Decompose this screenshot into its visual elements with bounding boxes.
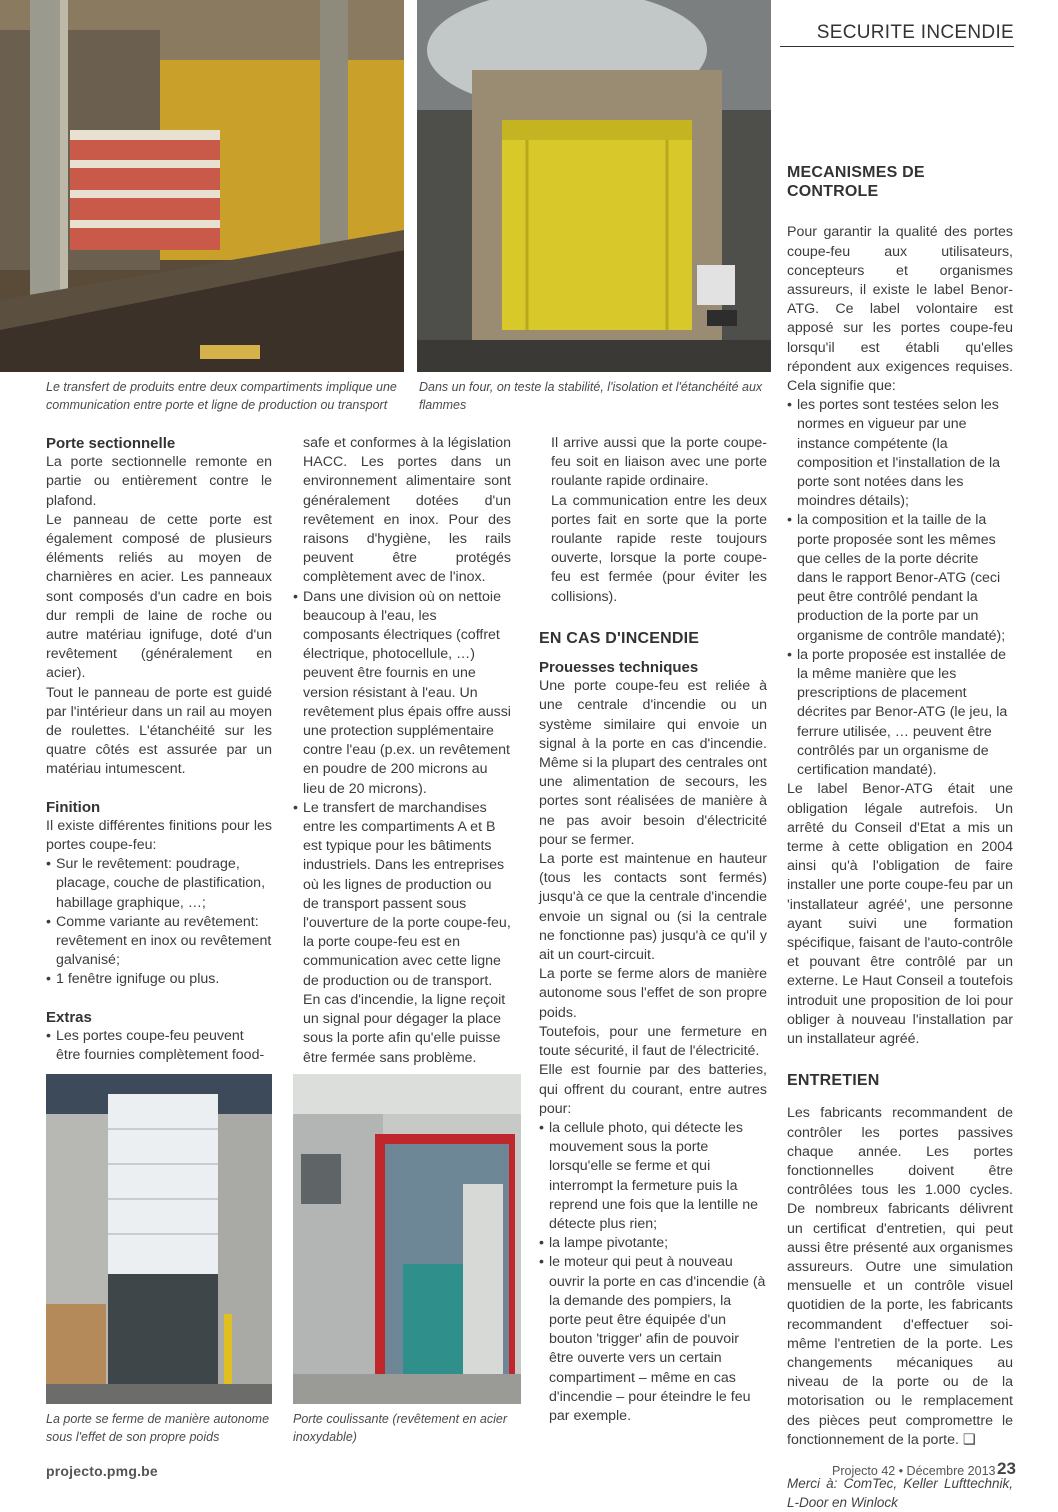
list-item: • la composition et la taille de la porte proposée sont les mêmes que celles de la porte décrite dans le rapport Benor-ATG (ceci peut être contrôlé pendant la production de la porte par un organisme de contrôle mandaté); <box>787 511 1013 645</box>
list-item: • Les portes coupe-feu peuvent être fournies complètement food- <box>46 1027 272 1065</box>
paragraph: La porte sectionnelle remonte en partie ou entièrement contre le plafond. <box>46 454 272 509</box>
list-item: • 1 fenêtre ignifuge ou plus. <box>46 970 272 989</box>
column-1 <box>46 434 272 1065</box>
paragraph: La communication entre les deux portes fait en sorte que la porte roulante rapide reste toujours ouverte, lorsque la porte coupe-feu est fermée (pour éviter les collisions). <box>551 492 767 605</box>
caption-sectional-door: La porte se ferme de manière autonome sous l'effet de son propre poids <box>46 1412 270 1444</box>
list-item: • la cellule photo, qui détecte les mouvement sous la porte lorsqu'elle se ferme et qui interrompt la fermeture puis la reprend une fois que la lentille ne détecte plus rien; <box>539 1119 767 1234</box>
subheading-extras: Extras <box>46 1008 92 1026</box>
paragraph: Une porte coupe-feu est reliée à une centrale d'incendie ou un système similaire qui envoie un signal à la porte en cas d'incendie. Même si la plupart des centrales ont une alimentation de secours, les portes sont réalisées de manière à ne pas avoir besoin d'électricité pour se fermer. <box>539 678 767 848</box>
paragraph: La porte est maintenue en hauteur (tous les contacts sont fermés) jusqu'à ce que la centrale d'incendie envoie un signal ou (si la centrale ne fonctionne pas) jusqu'à ce qu'il y ait un court-circuit. <box>539 851 767 964</box>
battery-list <box>539 1119 767 1426</box>
paragraph: La porte se ferme alors de manière autonome sous l'effet de son propre poids. <box>539 966 767 1021</box>
section-tag: SECURITE INCENDIE <box>780 22 1014 47</box>
caption-sliding-door: Porte coulissante (revêtement en acier inoxydable) <box>293 1412 507 1444</box>
paragraph: Il existe différentes finitions pour les portes coupe-feu: <box>46 817 272 854</box>
list-item: • Le transfert de marchandises entre les compartiments A et B est typique pour les bâtiments industriels. Dans les entreprises où les lignes de production ou de transport passent sous l'ouverture de la porte coupe-feu, la porte coupe-feu est en communication avec cette ligne de production ou de transport. En cas d'incendie, la ligne reçoit un signal pour dégager la place sous la porte afin qu'elle puisse être fermée sans problème. <box>293 799 511 1068</box>
paragraph: Les fabricants recommandent de contrôler les portes passives chaque année. Les portes fonctionnelles doivent être contrôlées tous les 1.000 cycles. De nombreux fabricants délivrent un certificat d'entretien, qui peut aussi être présenté aux organismes assureurs. Outre une simulation mensuelle et un contrôle visuel quotidien de la porte, les fabricants recommandent d'effectuer soi-même l'entretien de la porte. Les changements mécaniques au niveau de la porte ou de la motorisation ou le remplacement des pièces peut compromettre le fonctionnement de la porte. ❑ <box>787 1105 1013 1448</box>
list-item: • les portes sont testées selon les normes en vigueur par une instance compétente (la composition et l'installation de la porte sont notées dans les moindres détails); <box>787 396 1013 511</box>
subheading-porte-sectionnelle: Porte sectionnelle <box>46 435 176 452</box>
heading-mecanismes: MECANISMES DE CONTROLE <box>787 164 925 201</box>
list-item: • Sur le revêtement: poudrage, placage, couche de plastification, habillage graphique, …; <box>46 855 272 913</box>
column-3 <box>539 434 767 1426</box>
photo-conveyor <box>0 0 404 372</box>
list-item: • la lampe pivotante; <box>539 1234 767 1253</box>
paragraph: Le panneau de cette porte est également composé de plusieurs éléments reliés au moyen de charnières en acier. Les panneaux sont composés d'un cadre en bois dur rempli de laine de roche ou autre matériau ignifuge, doté d'un revêtement (généralement en acier). <box>46 511 272 682</box>
extras-list <box>46 1027 272 1065</box>
list-item: • Dans une division où on nettoie beaucoup à l'eau, les composants électriques (coffret électrique, photocellule, …) peuvent être fournis en une version résistant à l'eau. Un revêtement plus épais offre aussi une protection supplémentaire contre l'eau (p.ex. un revêtement en poudre de 200 microns au lieu de 20 microns). <box>293 588 511 799</box>
photo-sectional-door <box>46 1074 272 1404</box>
page-number: 23 <box>997 1459 1016 1478</box>
paragraph: Il arrive aussi que la porte coupe-feu soit en liaison avec une porte roulante rapide ordinaire. <box>551 435 767 490</box>
paragraph: Elle est fournie par des batteries, qui offrent du courant, entre autres pour: <box>539 1062 767 1117</box>
extras-list-continued <box>293 588 511 1068</box>
column-2 <box>293 434 511 1068</box>
paragraph: Pour garantir la qualité des portes coupe-feu aux utilisateurs, concepteurs et organismes assureurs, il existe le label Benor-ATG. Ce label volontaire est apposé sur les portes coupe-feu lorsqu'il est établi qu'elles répondent aux exigences requises. Cela signifie que: <box>787 224 1013 395</box>
heading-entretien: ENTRETIEN <box>787 1072 880 1090</box>
finition-list <box>46 855 272 989</box>
list-item: • Comme variante au revêtement: revêtement en inox ou revêtement galvanisé; <box>46 913 272 971</box>
heading-en-cas-d-incendie: EN CAS D'INCENDIE <box>539 629 700 647</box>
list-item: • le moteur qui peut à nouveau ouvrir la porte en cas d'incendie (à la demande des pompiers, la porte peut être équipée d'un bouton 'trigger' afin de pouvoir être ouverte vers un certain compartiment – même en cas d'incendie – pour éteindre le feu par exemple. <box>539 1253 767 1426</box>
paragraph: safe et conformes à la législation HACC. Les portes dans un environnement alimentaire sont généralement dotées d'un revêtement en inox. Pour des raisons d'hygiène, les rails peuvent être protégés complètement avec de l'inox. <box>303 435 511 586</box>
paragraph: Toutefois, pour une fermeture en toute sécurité, il faut de l'électricité. <box>539 1023 767 1060</box>
footer-website[interactable]: projecto.pmg.be <box>46 1463 158 1479</box>
benor-list <box>787 396 1013 780</box>
footer-issue: Projecto 42 • Décembre 2013 <box>832 1464 996 1478</box>
list-item: • la porte proposée est installée de la même manière que les prescriptions de placement décrites par Benor-ATG (le jeu, la ferrure utilisée, … peuvent être contrôlés par un organisme de certification mandaté). <box>787 646 1013 780</box>
subheading-finition: Finition <box>46 798 101 816</box>
acknowledgements: Merci à: ComTec, Keller Lufttechnik, L-Door en Winlock <box>787 1476 1013 1510</box>
paragraph: Tout le panneau de porte est guidé par l'intérieur dans un rail au moyen de roulettes. L'étanchéité sur les quatre côtés est assurée par un matériau intumescent. <box>46 684 272 778</box>
paragraph: Le label Benor-ATG était une obligation légale autrefois. Un arrêté du Conseil d'Etat a mis un terme à cette obligation en 2004 ainsi qu'à l'obligation de faire installer une porte coupe-feu par un 'installateur agréé', une personne ayant suivi une formation spécifique, faisant de l'auto-contrôle et pouvant être contrôlé par un externe. Le Haut Conseil a toutefois introduit une proposition de loi pour obliger à nouveau l'installation par un installateur agréé. <box>787 781 1013 1047</box>
subheading-prouesses: Prouesses techniques <box>539 659 699 677</box>
photo-furnace <box>417 0 771 372</box>
caption-furnace: Dans un four, on teste la stabilité, l'isolation et l'étanchéité aux flammes <box>419 380 763 412</box>
column-4 <box>787 163 1013 1512</box>
photo-sliding-door <box>293 1074 521 1404</box>
caption-conveyor: Le transfert de produits entre deux compartiments implique une communication entre porte et ligne de production ou transport <box>46 380 397 412</box>
